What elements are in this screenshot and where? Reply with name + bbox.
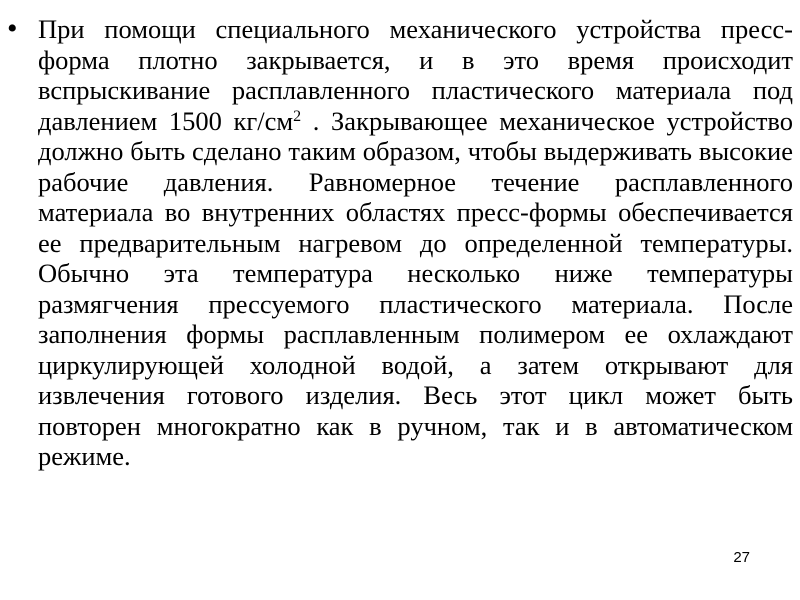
bullet-item	[7, 14, 793, 472]
bullet-list	[7, 14, 793, 472]
paragraph-text-part-1: При помощи специального механического устройства пресс-форма плотно закрывается, и в это время происходит вспрыскивание расплавленного пластического материала под давлением 1500 кг/см	[38, 14, 793, 136]
body-paragraph	[38, 14, 793, 472]
page-number: 27	[733, 549, 750, 566]
bullet-icon: •	[7, 12, 18, 45]
paragraph-text-part-2: . Закрывающее механическое устройство должно быть сделано таким образом, чтобы выдерживать высокие рабочие давления. Равномерное течение расплавленного материала во внутренних областях пресс-формы обеспечивается ее предварительным нагревом до определенной температуры. Обычно эта температура несколько ниже температуры размягчения прессуемого пластического материала. После заполнения формы расплавленным полимером ее охлаждают циркулирующей холодной водой, а затем открывают для извлечения готового изделия. Весь этот цикл может быть повторен многократно как в ручном, так и в автоматическом режиме.	[38, 105, 793, 471]
superscript-exponent: 2	[293, 107, 302, 125]
